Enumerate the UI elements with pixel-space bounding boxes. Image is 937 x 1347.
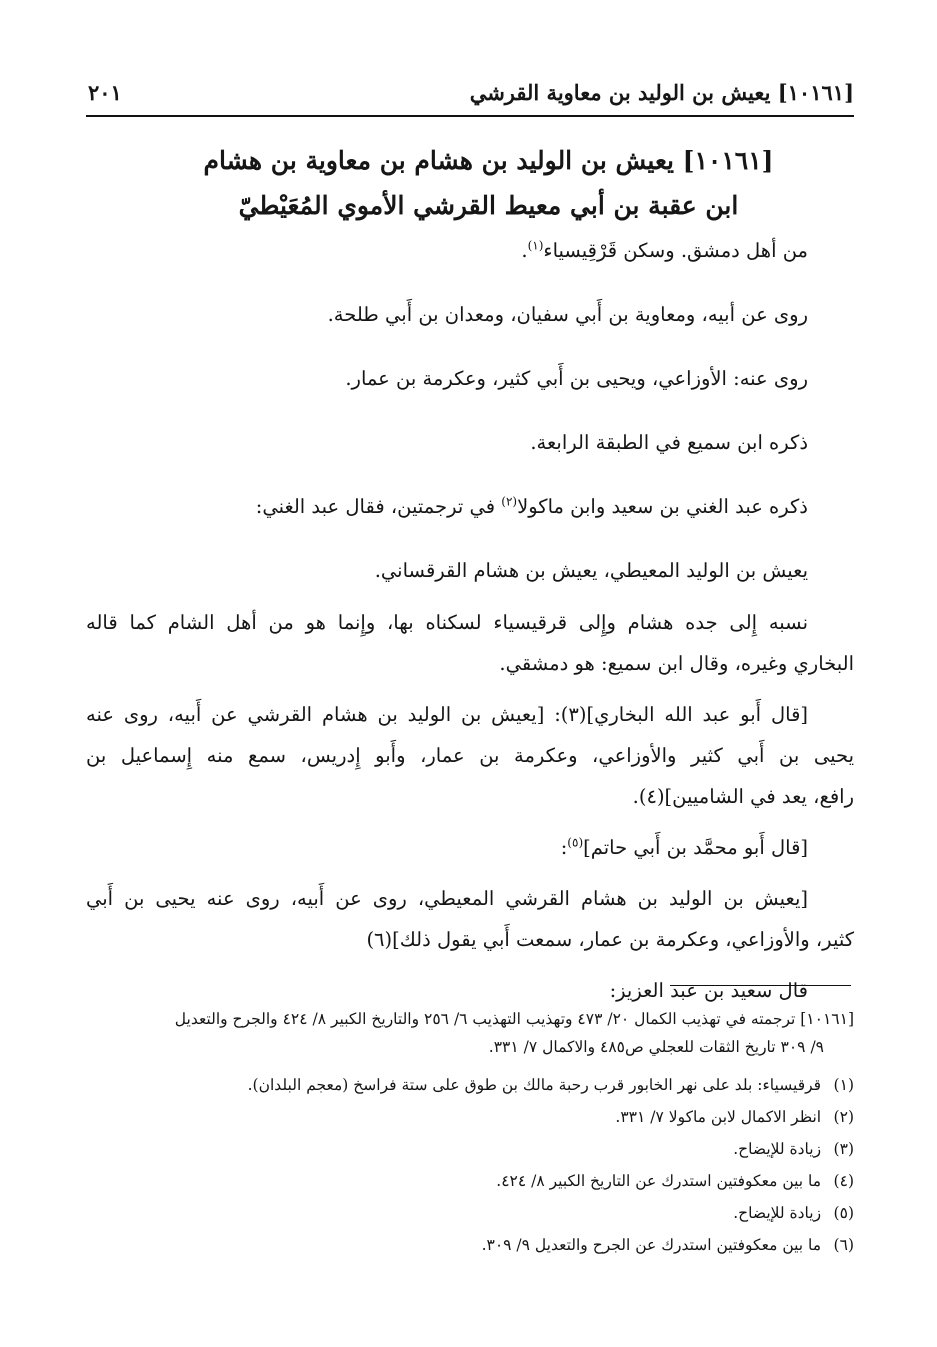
- paragraph-line: [قال أَبو محمَّد بن أَبي حاتم]: [583, 836, 808, 859]
- footnote-text: زيادة للإيضاح.: [733, 1204, 826, 1222]
- footnote-item: [86, 1133, 854, 1165]
- footnote-text: زيادة للإيضاح.: [733, 1140, 826, 1158]
- body-paragraph: [86, 294, 854, 335]
- footnote-number: (٥): [833, 1204, 854, 1222]
- paragraph-line: [يعيش بن الوليد بن هشام القرشي المعيطي، روى عن أَبيه، روى عنه يحيى بن أَبي: [86, 887, 808, 910]
- paragraph-line: ذكره ابن سميع في الطبقة الرابعة.: [530, 431, 808, 454]
- paragraph-line-tail: في ترجمتين، فقال عبد الغني:: [255, 495, 502, 518]
- footnote-number: (١): [833, 1076, 854, 1094]
- footnote-number: (٦): [833, 1236, 854, 1254]
- paragraph-line: روى عن أبيه، ومعاوية بن أَبي سفيان، ومعدان بن أَبي طلحة.: [327, 303, 808, 326]
- footnote-source-line-2: ٩/ ٣٠٩ تاريخ الثقات للعجلي ص٤٨٥ والاكمال ٧/ ٣٣١.: [488, 1038, 824, 1056]
- footnote-marker: (١): [527, 238, 544, 253]
- footnote-text: انظر الاكمال لابن ماكولا ٧/ ٣٣١.: [615, 1108, 826, 1126]
- paragraph-line: ذكره عبد الغني بن سعيد وابن ماكولا: [517, 495, 808, 518]
- page-header: [88, 78, 854, 114]
- footnote-text: قرقيسياء: بلد على نهر الخابور قرب رحبة مالك بن طوق على ستة فراسخ (معجم البلدان).: [247, 1076, 826, 1094]
- paragraph-line: من أهل دمشق. وسكن قَرْقِيسياء: [543, 239, 808, 262]
- body-paragraph: [86, 422, 854, 463]
- footnote-text: ما بين معكوفتين استدرك عن التاريخ الكبير ٨/ ٤٢٤.: [496, 1172, 826, 1190]
- footnotes: [86, 1005, 854, 1261]
- paragraph-line-tail: :: [560, 836, 568, 859]
- entry-title: [120, 138, 857, 228]
- body-text: [86, 230, 854, 1011]
- paragraph-line: رافع، يعد في الشاميين](٤).: [632, 785, 854, 808]
- paragraph-line: يحيى بن أَبي كثير والأوزاعي، وعكرمة بن عمار، وأَبو إِدريس، سمع منه إِسماعيل بن: [86, 744, 854, 767]
- footnote-item: [86, 1165, 854, 1197]
- body-paragraph: [86, 486, 854, 527]
- body-paragraph: [86, 602, 854, 684]
- footnote-item: [86, 1069, 854, 1101]
- paragraph-line: البخاري وغيره، وقال ابن سميع: هو دمشقي.: [499, 652, 854, 675]
- footnote-text: ما بين معكوفتين استدرك عن الجرح والتعديل ٩/ ٣٠٩.: [481, 1236, 826, 1254]
- page-number: ٢٠١: [88, 80, 122, 105]
- body-paragraph: [86, 694, 854, 817]
- body-paragraph: [86, 878, 854, 960]
- body-paragraph: [86, 827, 854, 868]
- header-rule: [86, 115, 854, 117]
- body-paragraph: [86, 358, 854, 399]
- paragraph-line: روى عنه: الأوزاعي، ويحيى بن أَبي كثير، وعكرمة بن عمار.: [345, 367, 808, 390]
- paragraph-line: نسبه إِلى جده هشام وإِلى قرقيسياء لسكناه بها، وإِنما هو من أهل الشام كما قاله: [86, 611, 808, 634]
- body-paragraph: [86, 550, 854, 591]
- paragraph-line: [قال أَبو عبد الله البخاري](٣): [يعيش بن الوليد بن هشام القرشي عن أَبيه، روى عنه: [86, 703, 808, 726]
- paragraph-line: كثير، والأوزاعي، وعكرمة بن عمار، سمعت أَبي يقول ذلك](٦): [366, 928, 854, 951]
- footnote-marker: (٢): [501, 494, 518, 509]
- footnote-number: (٤): [833, 1172, 854, 1190]
- running-title: [١٠١٦١] يعيش بن الوليد بن معاوية القرشي: [469, 80, 854, 105]
- entry-title-line-1: [١٠١٦١] يعيش بن الوليد بن هشام بن معاوية بن هشام: [203, 146, 774, 175]
- footnote-list: [86, 1069, 854, 1261]
- footnote-item: [86, 1229, 854, 1261]
- footnote-number: (٢): [833, 1108, 854, 1126]
- footnote-rule: [670, 985, 851, 986]
- footnote-number: (٣): [833, 1140, 854, 1158]
- footnote-marker: (٥): [567, 835, 584, 850]
- paragraph-line: يعيش بن الوليد المعيطي، يعيش بن هشام القرقساني.: [374, 559, 808, 582]
- entry-title-line-2: ابن عقبة بن أبي معيط القرشي الأموي المُعَيْطيّ: [238, 191, 739, 220]
- footnote-source-line-1: [١٠١٦١] ترجمته في تهذيب الكمال ٢٠/ ٤٧٣ وتهذيب التهذيب ٦/ ٢٥٦ والتاريخ الكبير ٨/ ٤٢٤ والجرح والتعديل: [174, 1010, 854, 1028]
- body-paragraph: [86, 230, 854, 271]
- footnote-item: [86, 1101, 854, 1133]
- paragraph-line: قال سعيد بن عبد العزيز:: [609, 979, 808, 1002]
- footnote-item: [86, 1197, 854, 1229]
- paragraph-line-tail: .: [521, 239, 528, 262]
